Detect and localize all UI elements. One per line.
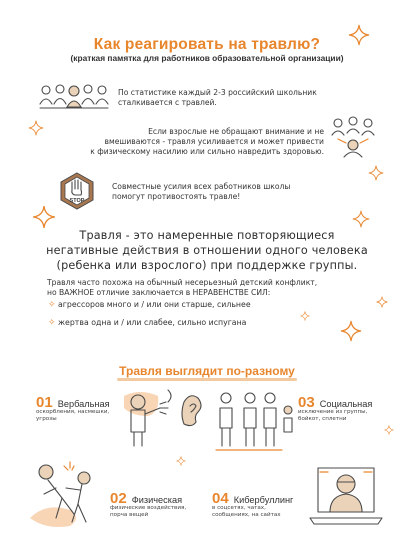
bullet-text: агрессоров много и / или они старше, сильнее xyxy=(58,300,251,309)
fighting-people-icon xyxy=(26,458,104,530)
adults-text-line2: вмешиваются - травля усиливается и может привести xyxy=(104,137,324,146)
sparkle-icon xyxy=(376,296,388,308)
type-verbal-desc2: угрозы xyxy=(36,416,57,422)
type-cyber-desc1: в соцсетях, чатах, xyxy=(212,505,266,511)
joint-text-line1: Совместные усилия всех работников школы xyxy=(112,182,291,191)
inequality-line2: но ВАЖНОЕ отличие заключается в НЕРАВЕНСТВЕ СИЛ: xyxy=(47,288,271,297)
definition-text xyxy=(20,228,394,273)
sparkle-bullet-icon: ✧ xyxy=(48,300,56,310)
definition-line3: (ребенка или взрослого) при поддержке группы. xyxy=(56,259,358,272)
section-title: Травля выглядит по-разному xyxy=(119,364,295,378)
shouting-person-icon xyxy=(118,386,180,450)
type-social-desc2: бойкот, сплетни xyxy=(298,416,347,422)
sparkle-icon xyxy=(176,456,186,466)
page-subtitle: (краткая памятка для работников образовательной организации) xyxy=(70,53,344,63)
type-number: 02 xyxy=(110,490,127,507)
type-number: 04 xyxy=(212,490,229,507)
type-number: 01 xyxy=(36,394,53,411)
type-physical-desc2: порча вещей xyxy=(110,512,149,518)
sparkle-icon xyxy=(32,205,56,229)
stat-text-line1: По статистике каждый 2-3 российский школьник xyxy=(118,88,317,97)
type-name: Кибербуллинг xyxy=(233,495,294,505)
sparkle-bullet-icon: ✧ xyxy=(48,318,56,328)
bullet-item-victim xyxy=(48,318,246,328)
crowd-icon xyxy=(38,80,110,110)
stop-sign-text: STOP xyxy=(69,198,85,204)
joint-text-line2: помогут противостоять травле! xyxy=(112,192,241,201)
sparkle-icon xyxy=(348,24,370,46)
ear-icon xyxy=(178,392,204,428)
definition-line2: негативные действия в отношении одного человека xyxy=(46,244,368,257)
hacker-laptop-icon xyxy=(308,462,384,528)
type-name: Вербальная xyxy=(57,399,110,409)
bullet-item-aggressors xyxy=(48,300,251,310)
sparkle-icon xyxy=(300,311,310,321)
sparkle-icon xyxy=(340,320,362,342)
type-name: Физическая xyxy=(131,495,183,505)
sparkle-icon xyxy=(384,425,394,435)
type-verbal-desc1: оскорбления, насмешки, xyxy=(36,409,110,415)
type-physical-desc1: физические воздействия, xyxy=(110,505,187,511)
inequality-line1: Травля часто похожа на обычный несерьезный детский конфликт, xyxy=(47,278,318,287)
bullet-text: жертва одна и / или слабее, сильно испугана xyxy=(58,318,247,327)
type-number: 03 xyxy=(298,394,315,411)
group-conflict-icon xyxy=(328,115,378,159)
type-name: Социальная xyxy=(319,399,373,409)
adults-text-line3: к физическому насилию или сильно навредить здоровью. xyxy=(90,147,324,156)
excluded-group-icon xyxy=(216,388,294,452)
sparkle-icon xyxy=(368,165,384,181)
section-underline xyxy=(117,378,297,381)
sparkle-icon xyxy=(352,210,370,228)
stop-hand-icon xyxy=(59,172,95,210)
page-title: Как реагировать на травлю? xyxy=(93,36,321,53)
type-cyber-desc2: сообщениях, на сайтах xyxy=(212,512,281,518)
type-social-desc1: исключение из группы, xyxy=(298,409,368,415)
stat-text-line2: сталкивается с травлей. xyxy=(118,98,217,107)
adults-text-line1: Если взрослые не обращают внимание и не xyxy=(148,127,324,136)
definition-line1: Травля - это намеренные повторяющиеся xyxy=(79,229,335,242)
